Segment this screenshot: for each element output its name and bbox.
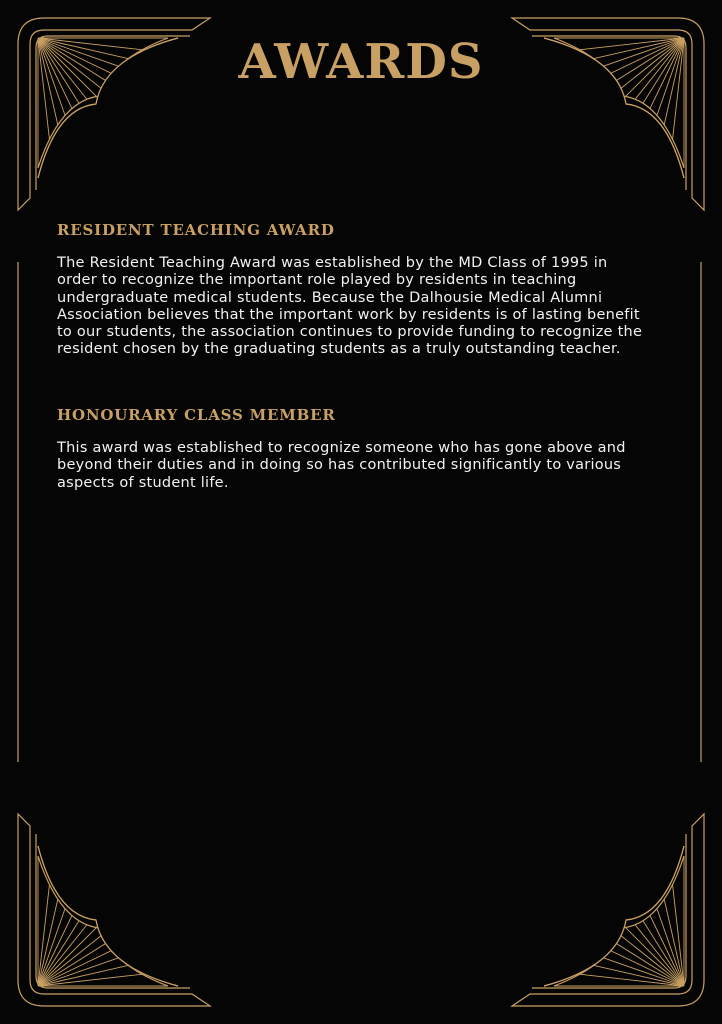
section-body: This award was established to recognize someone who has gone above and beyond their duties and in doing so has contributed significantly to various aspects of student life. <box>57 440 626 491</box>
corner-ornament-bottom-left <box>18 814 210 1006</box>
section-heading: HONOURARY CLASS MEMBER <box>57 406 336 424</box>
section-body: The Resident Teaching Award was established by the MD Class of 1995 in order to recognize the important role played by residents in teaching undergraduate medical students. Because the Dalhousie Medical Alumni Association believes that the important work by residents is of lasting benefit to our students, the association continues to provide funding to recognize the resident chosen by the graduating students as a truly outstanding teacher. <box>57 255 643 358</box>
page-title: AWARDS <box>238 34 484 90</box>
corner-ornament-bottom-right <box>512 814 704 1006</box>
award-section-resident-teaching <box>57 221 679 359</box>
section-heading: RESIDENT TEACHING AWARD <box>57 221 335 239</box>
award-section-honourary-member <box>57 406 679 492</box>
